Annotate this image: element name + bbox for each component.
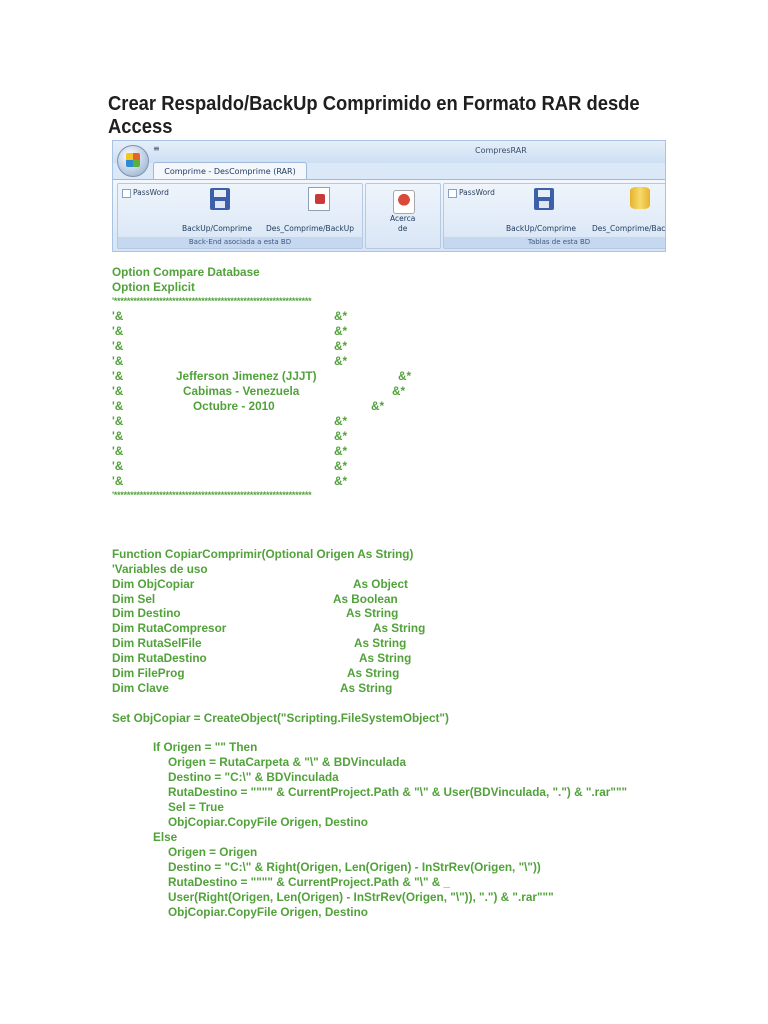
group-tablas — [443, 183, 666, 249]
tab-comprime[interactable]: Comprime - DesComprime (RAR) — [153, 162, 307, 180]
dim-type: As String — [346, 606, 399, 620]
group-label-2: Tablas de esta BD — [444, 237, 666, 248]
code-comment: &* — [334, 309, 348, 323]
code-comment: &* — [334, 444, 348, 458]
code-comment: &* — [334, 414, 348, 428]
office-button[interactable] — [117, 145, 149, 177]
dim-type: As String — [359, 651, 412, 665]
backup-button-2[interactable]: BackUp/Comprime — [506, 224, 576, 233]
code-line: Sel = True — [168, 800, 224, 814]
dim-name: Dim RutaDestino — [112, 651, 207, 665]
dim-type: As String — [340, 681, 393, 695]
group-back-end — [117, 183, 363, 249]
password-label-2: PassWord — [459, 188, 495, 197]
about-label-line2[interactable]: de — [398, 224, 408, 233]
code-comment: '& — [112, 354, 124, 368]
code-line: If Origen = "" Then — [153, 740, 258, 754]
password-label-1: PassWord — [133, 188, 169, 197]
code-line: Else — [153, 830, 178, 844]
code-line: Function CopiarComprimir(Optional Origen As String) — [112, 547, 414, 561]
code-comment: '& — [112, 474, 124, 488]
code-comment: '& — [112, 414, 124, 428]
code-line: User(Right(Origen, Len(Origen) - InStrRev(Origen, "\")), ".") & ".rar""" — [168, 890, 554, 904]
code-comment: &* — [398, 369, 412, 383]
code-comment: &* — [392, 384, 406, 398]
group-label-1: Back-End asociada a esta BD — [118, 237, 362, 248]
dim-type: As Boolean — [333, 592, 398, 606]
code-line: Option Compare Database — [112, 265, 260, 279]
code-line: RutaDestino = """" & CurrentProject.Path & "\" & User(BDVinculada, ".") & ".rar""" — [168, 785, 628, 799]
password-checkbox-1[interactable] — [122, 188, 169, 198]
dim-type: As Object — [353, 577, 408, 591]
page-title: Crear Respaldo/BackUp Comprimido en Formato RAR desde Access — [108, 93, 640, 138]
backup-button-1[interactable]: BackUp/Comprime — [182, 224, 252, 233]
dim-type: As String — [354, 636, 407, 650]
code-line: RutaDestino = """" & CurrentProject.Path & "\" & _ — [168, 875, 451, 889]
code-line: Set ObjCopiar = CreateObject("Scripting.FileSystemObject") — [112, 711, 449, 725]
code-comment: '& — [112, 429, 124, 443]
dim-name: Dim RutaSelFile — [112, 636, 202, 650]
documents-icon[interactable] — [308, 187, 330, 211]
dim-name: Dim ObjCopiar — [112, 577, 195, 591]
quick-access-icon[interactable]: ≡ — [153, 144, 160, 153]
floppy-disk-icon[interactable] — [210, 188, 230, 210]
des-comprime-button-2[interactable]: Des_Comprime/Bac — [592, 224, 666, 233]
code-line: Destino = "C:\" & BDVinculada — [168, 770, 339, 784]
code-line: ObjCopiar.CopyFile Origen, Destino — [168, 905, 368, 919]
dim-name: Dim FileProg — [112, 666, 185, 680]
code-comment: '& — [112, 384, 124, 398]
code-comment: '& — [112, 369, 124, 383]
author-date: Octubre - 2010 — [193, 399, 275, 413]
dim-name: Dim Sel — [112, 592, 156, 606]
code-line: Destino = "C:\" & Right(Origen, Len(Origen) - InStrRev(Origen, "\")) — [168, 860, 541, 874]
about-label-line1[interactable]: Acerca — [390, 214, 416, 223]
code-line: Option Explicit — [112, 280, 195, 294]
author-location: Cabimas - Venezuela — [183, 384, 300, 398]
dim-name: Dim RutaCompresor — [112, 621, 227, 635]
author-name: Jefferson Jimenez (JJJT) — [176, 369, 317, 383]
code-comment: '& — [112, 309, 124, 323]
checkbox-icon — [122, 189, 131, 198]
code-comment: &* — [334, 324, 348, 338]
ribbon-screenshot — [112, 140, 666, 252]
app-name: CompresRAR — [475, 146, 527, 155]
code-comment: &* — [334, 474, 348, 488]
code-comment: &* — [371, 399, 385, 413]
ribbon-titlebar — [113, 141, 665, 163]
code-comment: '& — [112, 459, 124, 473]
code-comment: '& — [112, 324, 124, 338]
floppy-disk-icon-2[interactable] — [534, 188, 554, 210]
code-comment: '& — [112, 399, 124, 413]
code-line: Origen = Origen — [168, 845, 258, 859]
code-comment: '& — [112, 444, 124, 458]
code-line: Origen = RutaCarpeta & "\" & BDVinculada — [168, 755, 407, 769]
group-about — [365, 183, 441, 249]
checkbox-icon — [448, 189, 457, 198]
code-comment-stars: '************************************************************* — [112, 296, 312, 306]
password-checkbox-2[interactable] — [448, 188, 495, 198]
dim-type: As String — [373, 621, 426, 635]
code-comment: 'Variables de uso — [112, 562, 208, 576]
code-comment: &* — [334, 459, 348, 473]
code-comment: '& — [112, 339, 124, 353]
code-line: ObjCopiar.CopyFile Origen, Destino — [168, 815, 368, 829]
dim-name: Dim Clave — [112, 681, 169, 695]
code-comment-stars: '************************************************************* — [112, 490, 312, 500]
office-logo-icon — [126, 153, 140, 167]
code-comment: &* — [334, 354, 348, 368]
code-comment: &* — [334, 429, 348, 443]
dim-name: Dim Destino — [112, 606, 181, 620]
code-comment: &* — [334, 339, 348, 353]
des-comprime-button-1[interactable]: Des_Comprime/BackUp — [266, 224, 355, 233]
database-icon[interactable] — [630, 187, 650, 209]
dim-type: As String — [347, 666, 400, 680]
award-icon[interactable] — [393, 190, 415, 214]
